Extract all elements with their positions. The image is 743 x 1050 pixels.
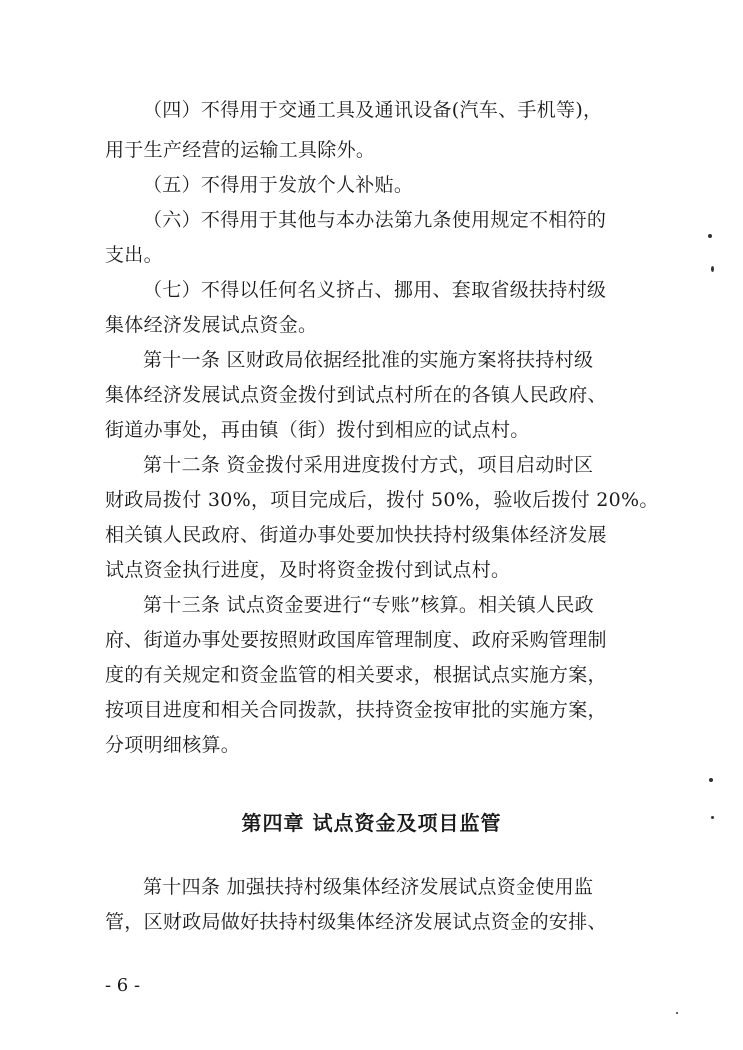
text-line: 府、街道办事处要按照财政国库管理制度、政府采购管理制 (105, 629, 607, 651)
text-line: 第十四条 加强扶持村级集体经济发展试点资金使用监 (143, 876, 594, 898)
text-line: 按项目进度和相关合同拨款，扶持资金按审批的实施方案， (105, 699, 607, 721)
text-line: 街道办事处，再由镇（街）拨付到相应的试点村。 (105, 419, 530, 441)
text-line: （六）不得用于其他与本办法第九条使用规定不相符的 (143, 209, 607, 231)
text-line: 相关镇人民政府、街道办事处要加快扶持村级集体经济发展 (105, 524, 607, 546)
text-line: 集体经济发展试点资金拨付到试点村所在的各镇人民政府、 (105, 384, 607, 406)
scan-speck (711, 816, 714, 819)
text-line: 试点资金执行进度，及时将资金拨付到试点村。 (105, 559, 511, 581)
text-line: （七）不得以任何名义挤占、挪用、套取省级扶持村级 (143, 279, 607, 301)
text-line: 集体经济发展试点资金。 (105, 314, 318, 336)
text-line: 第十二条 资金拨付采用进度拨付方式，项目启动时区 (143, 454, 594, 476)
text-line: 管，区财政局做好扶持村级集体经济发展试点资金的安排、 (105, 911, 607, 933)
text-line: 度的有关规定和资金监管的相关要求，根据试点实施方案， (105, 664, 607, 686)
scan-speck (708, 234, 712, 238)
page-number: - 6 - (105, 975, 141, 996)
text-line: 用于生产经营的运输工具除外。 (105, 139, 376, 161)
scan-speck (676, 1012, 678, 1014)
text-line: （四）不得用于交通工具及通讯设备(汽车、手机等)， (143, 99, 603, 121)
text-line: 第十三条 试点资金要进行“专账”核算。相关镇人民政 (143, 594, 594, 616)
text-line: 分项明细核算。 (105, 734, 241, 756)
text-line: 财政局拨付 30%，项目完成后，拨付 50%，验收后拨付 20%。 (105, 489, 659, 511)
chapter-heading: 第四章 试点资金及项目监管 (241, 811, 502, 835)
text-line: 支出。 (105, 244, 163, 266)
scan-speck (709, 778, 713, 782)
text-line: 第十一条 区财政局依据经批准的实施方案将扶持村级 (143, 349, 594, 371)
scan-speck (711, 266, 714, 272)
text-line: （五）不得用于发放个人补贴。 (143, 174, 414, 196)
